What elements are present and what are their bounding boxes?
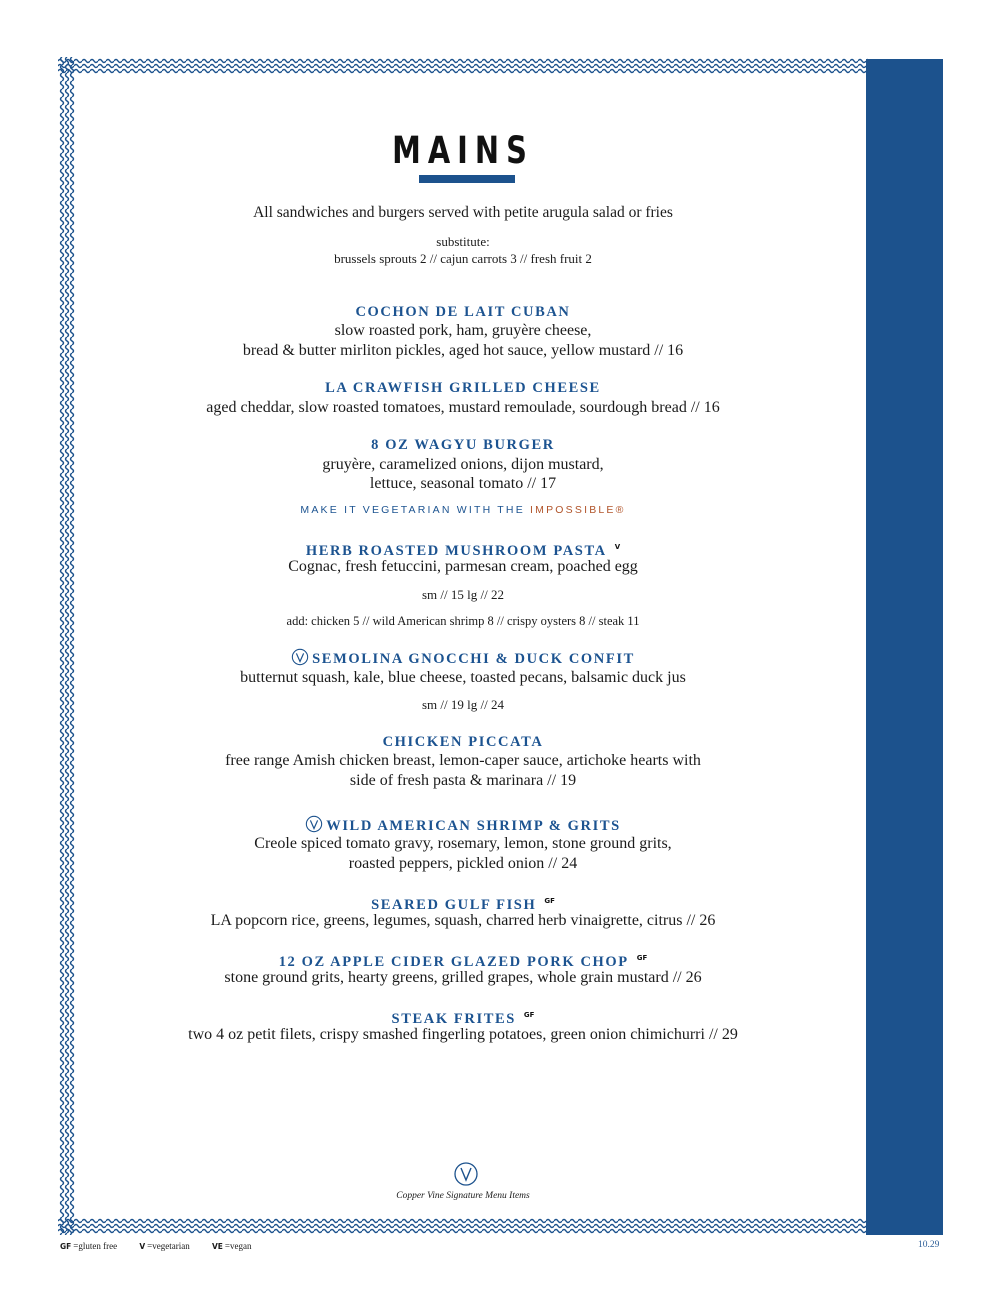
item-name-chicken-piccata: CHICKEN PICCATA [382,734,544,750]
legend-gf [60,1241,117,1251]
item-desc-line: lettuce, seasonal tomato // 17 [369,475,557,492]
substitute-label: substitute: [436,234,490,249]
item-desc-line: bread & butter mirliton pickles, aged hot sauce, yellow mustard // 16 [242,342,684,359]
item-desc-line: side of fresh pasta & marinara // 19 [349,772,577,789]
item-desc-line: LA popcorn rice, greens, legumes, squash, charred herb vinaigrette, citrus // 26 [210,912,716,929]
item-desc-line: aged cheddar, slow roasted tomatoes, mustard remoulade, sourdough bread // 16 [206,399,720,416]
item-name-cuban: COCHON DE LAIT CUBAN [355,304,571,320]
item-desc-line: stone ground grits, hearty greens, grilled grapes, whole grain mustard // 26 [224,969,702,986]
vegetarian-note [58,500,868,520]
diet-tag: GF [523,1011,535,1019]
legend-label: =vegetarian [147,1241,190,1251]
blue-side-panel [866,59,943,1235]
signature-icon [453,1160,479,1188]
item-name-text: WILD AMERICAN SHRIMP & GRITS [326,818,621,834]
item-name-text: HERB ROASTED MUSHROOM PASTA [305,543,607,559]
legend-ve [212,1241,252,1251]
diet-tag: GF [544,897,555,905]
item-sizes: sm // 15 lg // 22 [422,587,504,602]
signature-icon [291,648,309,666]
item-name-grilled-cheese: LA CRAWFISH GRILLED CHEESE [325,380,601,396]
wave-border-bottom [58,1217,868,1235]
vegetarian-note-text: MAKE IT VEGETARIAN WITH THE [300,504,531,516]
signature-caption: Copper Vine Signature Menu Items [396,1191,530,1201]
item-desc-line: butternut squash, kale, blue cheese, toasted pecans, balsamic duck jus [240,669,686,686]
version-code: 10.29 [918,1240,940,1250]
legend-code: V [139,1242,146,1251]
item-desc-line: gruyère, caramelized onions, dijon mustard, [322,456,604,473]
substitute-items: brussels sprouts 2 // cajun carrots 3 // fresh fruit 2 [334,251,592,266]
item-sizes: sm // 19 lg // 24 [422,697,504,712]
legend-code: GF [60,1242,72,1251]
item-desc-line: free range Amish chicken breast, lemon-caper sauce, artichoke hearts with [225,752,701,769]
page-title: MAINS [392,129,534,172]
diet-tag: V [614,543,621,551]
legend-code: VE [211,1242,223,1251]
diet-tag: GF [636,954,648,962]
impossible-brand: IMPOSSIBLE® [530,504,626,516]
item-name-text: SEMOLINA GNOCCHI & DUCK CONFIT [312,651,635,667]
title-underline [419,175,515,183]
item-desc-line: slow roasted pork, ham, gruyère cheese, [334,322,592,339]
item-name-gnocchi [58,648,868,669]
signature-icon [305,815,323,833]
legend-label: =vegan [224,1241,252,1251]
item-name-text: SEARED GULF FISH [371,897,537,913]
item-desc-line: roasted peppers, pickled onion // 24 [348,855,578,872]
item-name-wagyu-burger: 8 OZ WAGYU BURGER [371,437,555,453]
item-name-shrimp-grits [58,815,868,836]
item-desc-line: Cognac, fresh fetuccini, parmesan cream, poached egg [288,558,638,575]
item-name-text: 12 OZ APPLE CIDER GLAZED PORK CHOP [278,954,629,970]
wave-border-top [58,57,868,75]
diet-legend [60,1241,271,1251]
item-name-text: STEAK FRITES [391,1011,516,1027]
intro-text: All sandwiches and burgers served with petite arugula salad or fries [253,204,673,221]
item-addons: add: chicken 5 // wild American shrimp 8 // crispy oysters 8 // steak 11 [286,614,640,628]
item-desc-line: two 4 oz petit filets, crispy smashed fingerling potatoes, green onion chimichurri // 29 [188,1026,738,1043]
item-desc-line: Creole spiced tomato gravy, rosemary, lemon, stone ground grits, [254,835,672,852]
legend-v [139,1241,189,1251]
legend-label: =gluten free [73,1241,118,1251]
